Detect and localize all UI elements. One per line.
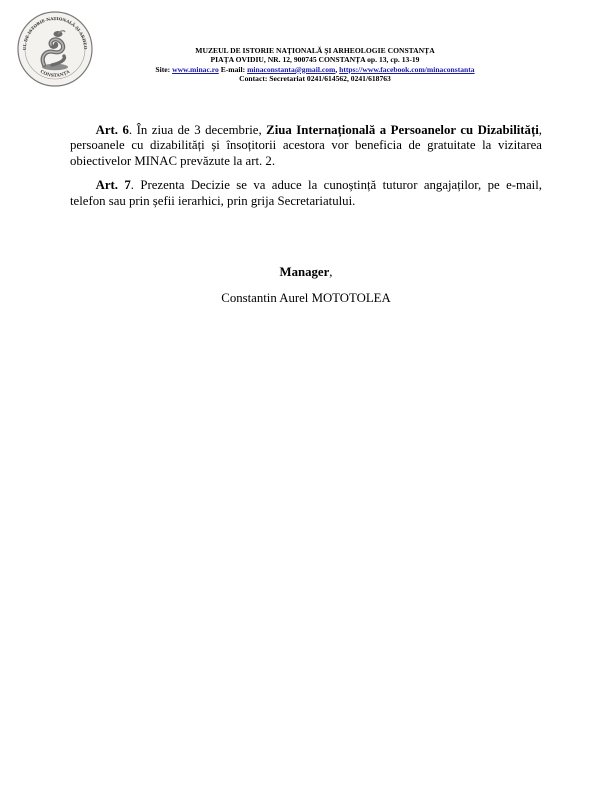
article-text: În ziua de 3 decembrie,	[136, 123, 262, 137]
email-label: E-mail:	[220, 64, 246, 74]
article-label: Art	[95, 178, 115, 193]
site-label: Site:	[155, 64, 171, 74]
institution-address: PIAȚA OVIDIU, NR. 12, 900745 CONSTANȚA op. 13, cp. 13-19	[210, 55, 420, 65]
museum-seal-logo	[16, 10, 94, 88]
article-6: Art. 6. În ziua de 3 decembrie, Ziua Internațională a Persoanelor cu Dizabilități, persoanele cu dizabilități și însoțitorii acestora vor beneficia de gratuitate la vizitarea obiectivelor MINAC prevăzute la art. 2.	[70, 123, 542, 168]
signature-role-label: Manager	[279, 265, 330, 279]
signature-role	[0, 265, 612, 280]
decision-body	[70, 123, 542, 218]
contact-links-line: Site: www.minac.ro E-mail: minaconstanta@gmail.com, https://www.facebook.com/minaconstanta	[155, 64, 475, 74]
signature-role-suffix: ,	[329, 265, 333, 279]
letterhead-text	[100, 46, 530, 84]
article-7: Art. 7. Prezenta Decizie se va aduce la cunoștință tuturor angajaților, pe e-mail, telefon sau prin șefii ierarhici, prin grija Secretariatului.	[70, 178, 542, 208]
article-label: Art	[95, 123, 115, 137]
article-text: Prezenta Decizie se va aduce la cunoștință tuturor angajaților, pe e-mail, telefon sau prin șefii ierarhici, prin grija Secretariatului.	[70, 178, 542, 208]
article-number: 7	[124, 178, 131, 193]
article-number: 6	[122, 123, 129, 137]
website-link[interactable]: www.minac.ro	[172, 64, 219, 74]
contact-phones: Contact: Secretariat 0241/614562, 0241/618763	[239, 74, 391, 84]
logo-text-bottom: CONSTANȚA	[38, 69, 72, 79]
article-highlight: Ziua Internațională a Persoanelor cu Dizabilități	[266, 123, 539, 137]
signature-name: Constantin Aurel MOTOTOLEA	[221, 291, 391, 305]
facebook-link[interactable]: https://www.facebook.com/minaconstanta	[339, 64, 475, 74]
article-text-continued: , persoanele cu dizabilități și însoțitorii acestora vor beneficia de gratuitate la vizitarea obiectivelor MINAC prevăzute la art. 2.	[70, 123, 542, 168]
letterhead	[16, 10, 596, 92]
email-link[interactable]: minaconstanta@gmail.com	[247, 64, 336, 74]
logo-text-top: UL DE ISTORIE NAȚIONALĂ ȘI ARHEO	[21, 15, 89, 51]
institution-name: MUZEUL DE ISTORIE NAȚIONALĂ ȘI ARHEOLOGIE CONSTANȚA	[195, 46, 435, 55]
